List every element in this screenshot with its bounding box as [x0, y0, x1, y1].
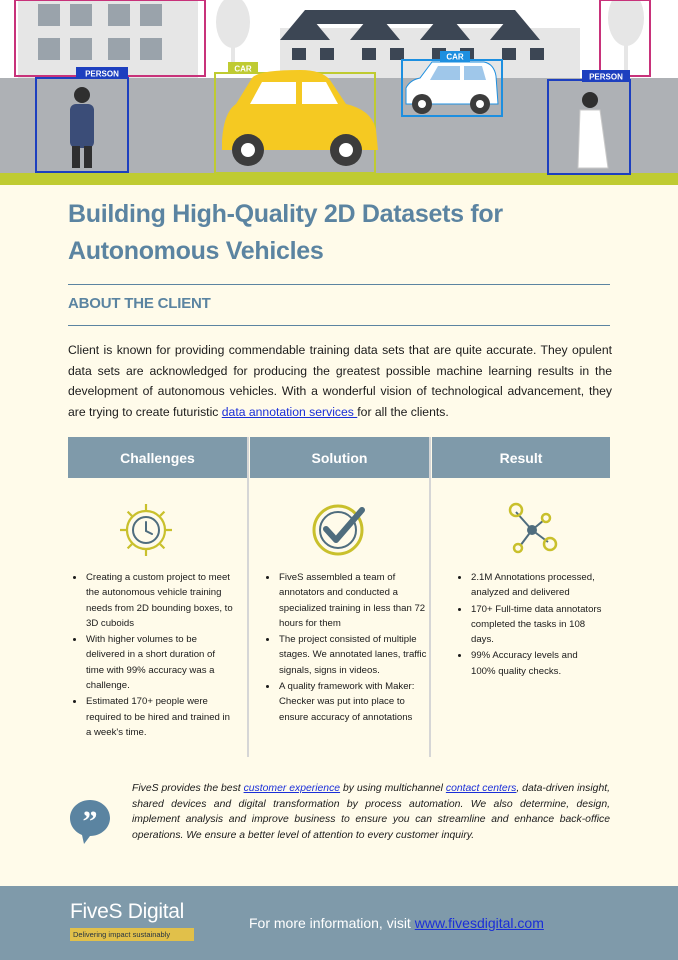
logo-tagline: Delivering impact sustainably [70, 928, 194, 941]
result-list [456, 570, 604, 680]
quote-text: , data-driven insight, shared devices and digital transformation by process automation. We also determine, design, implement analysis and improve business to ensure you can streamline and enhance back-office operations. We ensure a better level of attention to every customer inquiry. [132, 783, 610, 841]
check-circle-icon [308, 500, 368, 560]
data-annotation-link[interactable]: data annotation services [221, 404, 358, 419]
person-right-label: PERSON [589, 72, 623, 82]
page-title: Building High-Quality 2D Datasets for Autonomous Vehicles [68, 200, 503, 265]
heading-rule-bottom [68, 325, 610, 326]
footer-info-text: For more information, visit [249, 915, 415, 931]
svg-text:”: ” [82, 805, 98, 838]
list-item: • The project consisted of multiple stages. We annotated lanes, traffic signals, signs in videos. [278, 632, 430, 678]
list-item: • Estimated 170+ people were required to be hired and trained in a week's time. [85, 694, 235, 740]
list-item: • 170+ Full-time data annotators completed the tasks in 108 days. [470, 602, 604, 648]
list-item: • 2.1M Annotations processed, analyzed and delivered [470, 570, 604, 601]
list-item: • Creating a custom project to meet the autonomous vehicle training needs from 2D bounding boxes, to 3D cuboids [85, 570, 235, 631]
street-scene [0, 0, 678, 185]
column-divider [247, 437, 249, 757]
network-nodes-icon [502, 500, 562, 560]
clock-gear-icon [116, 500, 176, 560]
car-white-label: CAR [446, 52, 464, 62]
column-header-solution: Solution [250, 437, 429, 478]
contact-centers-link[interactable]: contact centers [445, 783, 517, 794]
list-item: • 99% Accuracy levels and 100% quality checks. [470, 648, 604, 679]
fives-logo: FiveS Digital [70, 900, 184, 923]
quote-text: FiveS provides the best [132, 783, 244, 794]
list-item: • A quality framework with Maker: Checker was put into place to ensure accuracy of annotations [278, 679, 430, 725]
challenges-list [71, 570, 235, 741]
about-text: Client is known for providing commendable training data sets that are quite accurate. They opulent data sets are acknowledged for producing the greatest possible machine learning results in the development of autonomous vehicles. With a wonderful vision of technological advancement, they are trying to create futuristic [68, 343, 612, 419]
solution-list [264, 570, 430, 726]
car-yellow-label: CAR [234, 64, 252, 74]
hero-illustration [0, 0, 678, 185]
column-header-result: Result [432, 437, 610, 478]
column-header-challenges: Challenges [68, 437, 247, 478]
about-text-end: for all the clients. [357, 404, 449, 419]
heading-rule-top [68, 284, 610, 285]
customer-experience-link[interactable]: customer experience [243, 783, 341, 794]
quote-text: by using multichannel [340, 783, 446, 794]
footer-info [249, 915, 544, 931]
quote-icon [68, 798, 112, 846]
quote-paragraph [132, 781, 610, 843]
section-heading-about: ABOUT THE CLIENT [68, 295, 211, 312]
list-item: • FiveS assembled a team of annotators and conducted a specialized training in less than 72 hours for them [278, 570, 430, 631]
about-paragraph [68, 340, 612, 422]
person-left-label: PERSON [85, 69, 119, 79]
list-item: • With higher volumes to be delivered in a short duration of time with 99% accuracy was a challenge. [85, 632, 235, 693]
website-link[interactable]: www.fivesdigital.com [414, 915, 544, 931]
